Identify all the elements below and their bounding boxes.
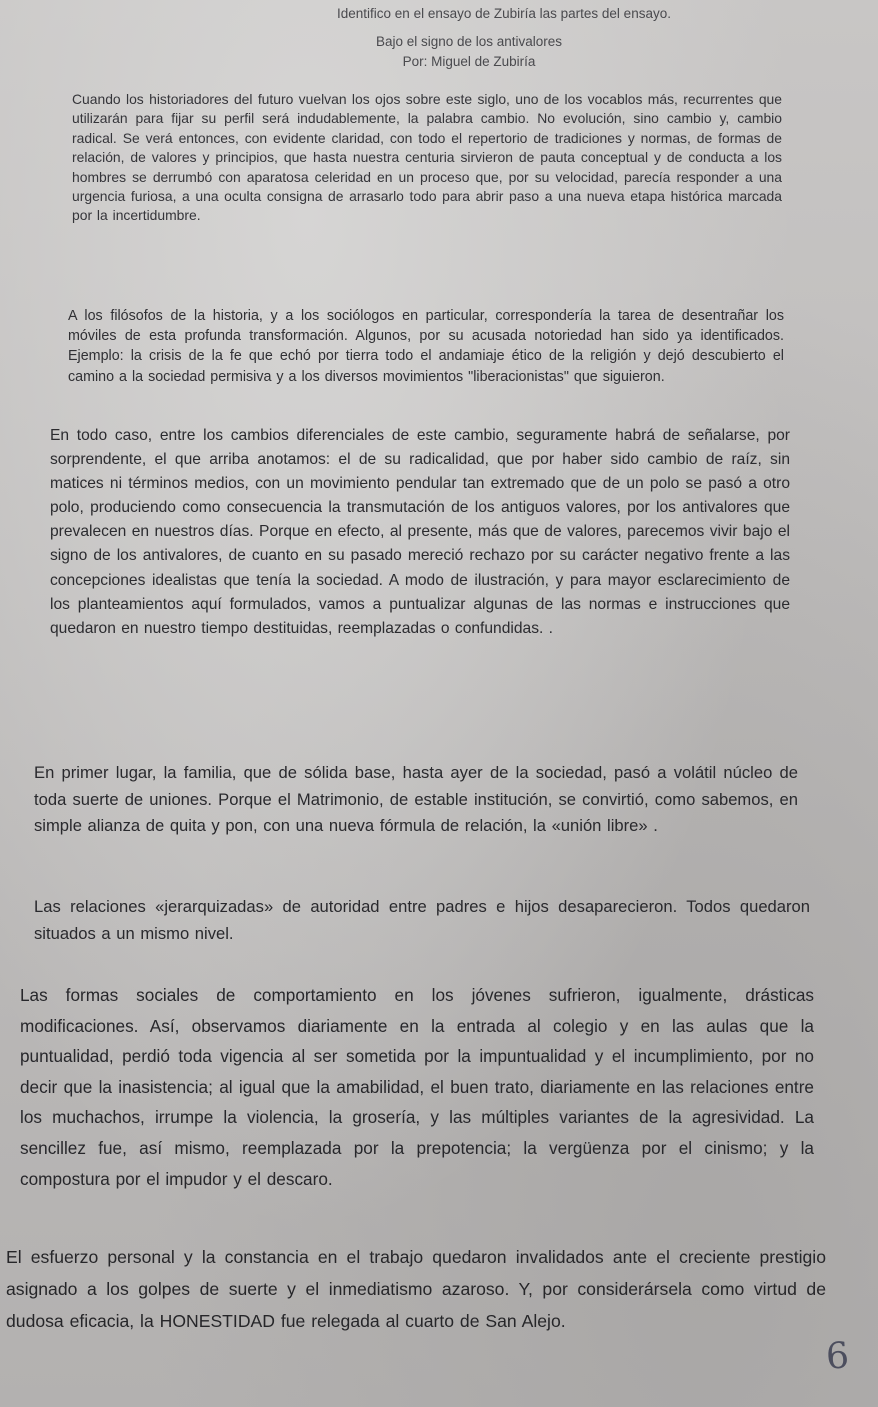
paragraph-7: El esfuerzo personal y la constancia en el trabajo quedaron invalidados ante el creciente prestigio asignado a los golpes de suerte y el inmediatismo azaroso. Y, por considerársela como virtud de dudosa eficacia, la HONESTIDAD fue relegada al cuarto de San Alejo. [6,1247,826,1331]
essay-title: Bajo el signo de los antivalores [375,34,563,49]
paragraph-3: En todo caso, entre los cambios diferenciales de este cambio, seguramente habrá de señalarse, por sorprendente, el que arriba anotamos: el de su radicalidad, que por haber sido cambio de raíz, sin matices ni términos medios, con un movimiento pendular tan extremado que de un polo se pasó a otro polo, produciendo como consecuencia la transmutación de los antiguos valores, por los antivalores que prevalecen en nuestros días. Porque en efecto, al presente, más que de valores, parecemos vivir bajo el signo de los antivalores, de cuanto en su pasado mereció rechazo por su carácter negativo frente a las concepciones idealistas que tenía la sociedad. A modo de ilustración, y para mayor esclarecimiento de los planteamientos aquí formulados, vamos a puntualizar algunas de las normas e instrucciones que quedaron en nuestro tiempo destituidas, reemplazadas o confundidas. . [50,427,790,637]
paragraph-5: Las relaciones «jerarquizadas» de autoridad entre padres e hijos desaparecieron. Todos quedaron situados a un mismo nivel. [34,897,810,943]
paragraph-2: A los filósofos de la historia, y a los sociólogos en particular, correspondería la tarea de desentrañar los móviles de esta profunda transformación. Algunos, por su acusada notoriedad han sido ya identificados. Ejemplo: la crisis de la fe que echó por tierra todo el andamiaje ético de la religión y dejó descubierto el camino a la sociedad permisiva y a los diversos movimientos "liberacionistas" que siguieron. [68,308,784,385]
paragraph-4: En primer lugar, la familia, que de sólida base, hasta ayer de la sociedad, pasó a volátil núcleo de toda suerte de uniones. Porque el Matrimonio, de estable institución, se convirtió, como sabemos, en simple alianza de quita y pon, con una nueva fórmula de relación, la «unión libre» . [34,763,798,835]
paragraph-6: Las formas sociales de comportamiento en los jóvenes sufrieron, igualmente, drásticas modificaciones. Así, observamos diariamente en la entrada al colegio y en las aulas que la puntualidad, perdió toda vigencia al ser sometida por la impuntualidad y el incumplimiento, por no decir que la inasistencia; al igual que la amabilidad, el buen trato, diariamente en las relaciones entre los muchachos, irrumpe la violencia, la grosería, y las múltiples variantes de la agresividad. La sencillez fue, así mismo, reemplazada por la prepotencia; la vergüenza por el cinismo; y la compostura por el impudor y el descaro. [20,985,814,1189]
paragraph-1: Cuando los historiadores del futuro vuelvan los ojos sobre este siglo, uno de los vocablos más, recurrentes que utilizarán para fijar su perfil será indudablemente, la palabra cambio. No evolución, sino cambio y, cambio radical. Se verá entonces, con evidente claridad, con todo el repertorio de tradiciones y normas, de formas de relación, de valores y principios, que hasta nuestra centuria sirvieron de pauta conceptual y de conducta a los hombres se derrumbó con aparatosa celeridad en un proceso que, por su velocidad, parecía responder a una urgencia furiosa, a una oculta consigna de arrasarlo todo para abrir paso a una nueva etapa histórica marcada por la incertidumbre. [72,91,782,224]
essay-author: Por: Miguel de Zubiría [402,54,536,69]
instruction-line: Identifico en el ensayo de Zubiría las partes del ensayo. [337,6,671,21]
handwritten-page-number: 6 [824,1335,851,1378]
